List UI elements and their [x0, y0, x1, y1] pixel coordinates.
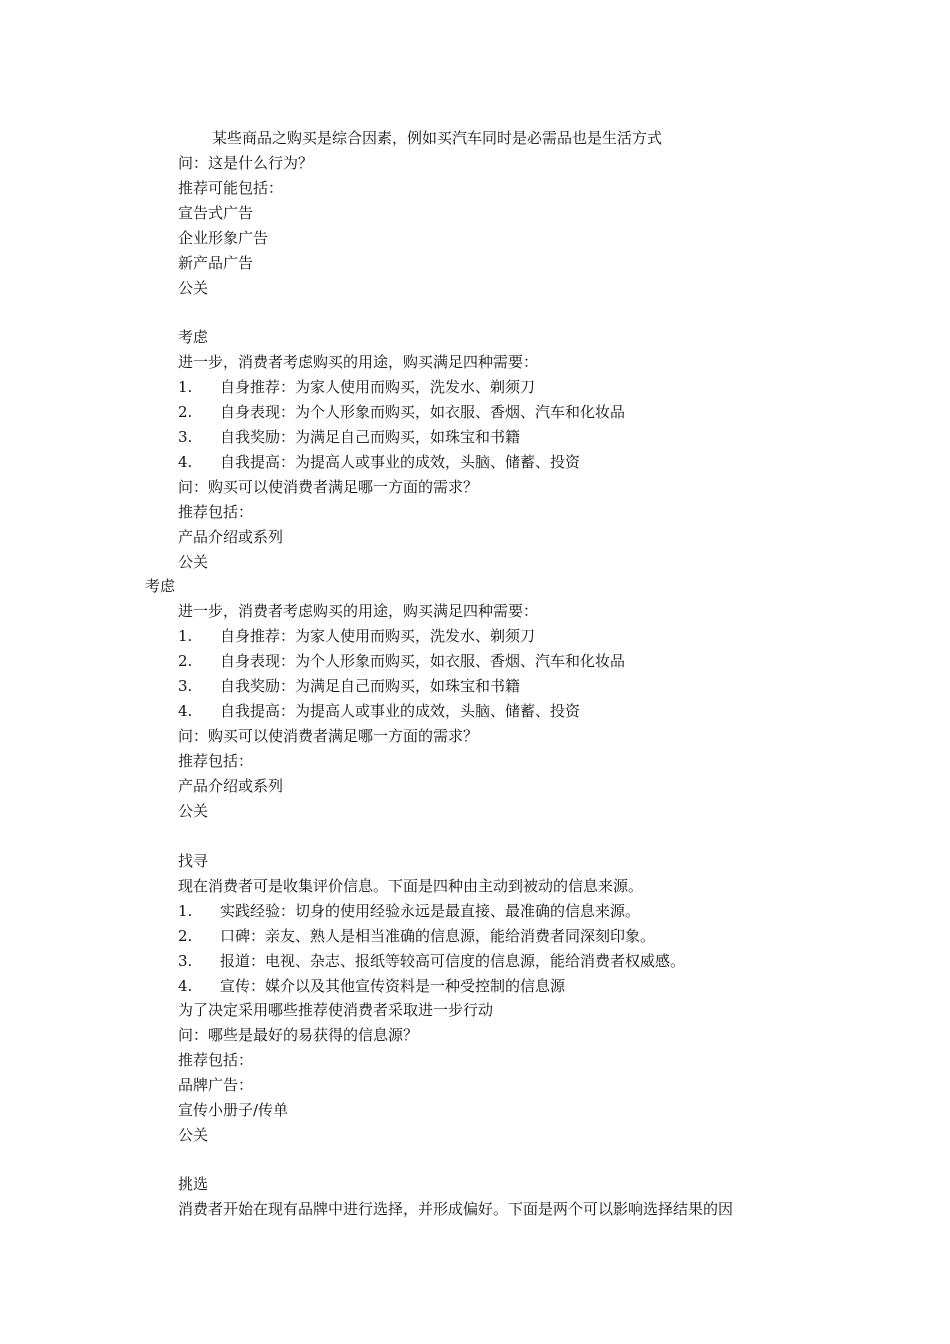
list-item [178, 974, 565, 999]
section-heading-search: 找寻 [178, 852, 209, 870]
consider-rec-label: 推荐包括： [178, 752, 254, 770]
consider-question: 问：购买可以使消费者满足哪一方面的需求？ [178, 478, 479, 496]
list-number: 3. [178, 677, 193, 695]
list-number: 4. [178, 977, 193, 995]
list-item [178, 400, 625, 425]
search-rec-item: 公关 [178, 1126, 209, 1144]
intro-rec-item: 新产品广告 [178, 254, 254, 272]
list-number: 2. [178, 403, 193, 421]
list-item [178, 674, 520, 699]
list-item [178, 425, 520, 450]
list-text: 报道：电视、杂志、报纸等较高可信度的信息源，能给消费者权威感。 [220, 952, 686, 970]
search-rec-item: 品牌广告： [178, 1076, 254, 1094]
select-intro: 消费者开始在现有品牌中进行选择，并形成偏好。下面是两个可以影响选择结果的因 [178, 1200, 734, 1218]
list-number: 4. [178, 702, 193, 720]
search-closing: 为了决定采用哪些推荐使消费者采取进一步行动 [178, 1001, 494, 1019]
list-number: 1. [178, 902, 193, 920]
consider-intro: 进一步，消费者考虑购买的用途，购买满足四种需要： [178, 353, 539, 371]
list-text: 自身表现：为个人形象而购买，如衣服、香烟、汽车和化妆品 [220, 403, 626, 421]
list-number: 4. [178, 453, 193, 471]
consider-rec-item: 产品介绍或系列 [178, 777, 284, 795]
list-item [178, 924, 655, 949]
intro-question: 问：这是什么行为？ [178, 154, 314, 172]
consider-rec-item: 产品介绍或系列 [178, 528, 284, 546]
consider-question: 问：购买可以使消费者满足哪一方面的需求？ [178, 727, 479, 745]
list-text: 自我提高：为提高人或事业的成效，头脑、储蓄、投资 [220, 702, 581, 720]
consider-rec-item: 公关 [178, 802, 209, 820]
list-item [178, 450, 580, 475]
consider-intro: 进一步，消费者考虑购买的用途，购买满足四种需要： [178, 602, 539, 620]
intro-rec-item: 企业形象广告 [178, 229, 269, 247]
consider-rec-item: 公关 [178, 553, 209, 571]
search-question: 问：哪些是最好的易获得的信息源？ [178, 1026, 419, 1044]
list-text: 口碑：亲友、熟人是相当准确的信息源，能给消费者同深刻印象。 [220, 927, 656, 945]
list-item [178, 899, 640, 924]
list-text: 实践经验：切身的使用经验永远是最直接、最准确的信息来源。 [220, 902, 641, 920]
intro-rec-item: 宣告式广告 [178, 204, 254, 222]
list-item [178, 624, 535, 649]
search-rec-label: 推荐包括： [178, 1051, 254, 1069]
list-number: 2. [178, 927, 193, 945]
list-text: 自身推荐：为家人使用而购买，洗发水、剃须刀 [220, 627, 536, 645]
list-text: 自我提高：为提高人或事业的成效，头脑、储蓄、投资 [220, 453, 581, 471]
list-number: 1. [178, 627, 193, 645]
list-text: 宣传：媒介以及其他宣传资料是一种受控制的信息源 [220, 977, 566, 995]
section-heading-consider: 考虑 [145, 577, 176, 595]
list-item [178, 699, 580, 724]
list-text: 自我奖励：为满足自己而购买，如珠宝和书籍 [220, 677, 521, 695]
intro-rec-item: 公关 [178, 279, 209, 297]
list-item [178, 649, 625, 674]
list-item [178, 375, 535, 400]
list-number: 3. [178, 428, 193, 446]
section-heading-select: 挑选 [178, 1175, 209, 1193]
list-text: 自身表现：为个人形象而购买，如衣服、香烟、汽车和化妆品 [220, 652, 626, 670]
section-heading-consider: 考虑 [178, 328, 209, 346]
list-number: 1. [178, 378, 193, 396]
intro-paragraph: 某些商品之购买是综合因素，例如买汽车同时是必需品也是生活方式 [212, 129, 663, 147]
list-text: 自身推荐：为家人使用而购买，洗发水、剃须刀 [220, 378, 536, 396]
search-rec-item: 宣传小册子/传单 [178, 1101, 289, 1119]
list-number: 3. [178, 952, 193, 970]
consider-rec-label: 推荐包括： [178, 503, 254, 521]
list-text: 自我奖励：为满足自己而购买，如珠宝和书籍 [220, 428, 521, 446]
search-intro: 现在消费者可是收集评价信息。下面是四种由主动到被动的信息来源。 [178, 877, 644, 895]
list-item [178, 949, 685, 974]
list-number: 2. [178, 652, 193, 670]
intro-rec-label: 推荐可能包括： [178, 179, 284, 197]
